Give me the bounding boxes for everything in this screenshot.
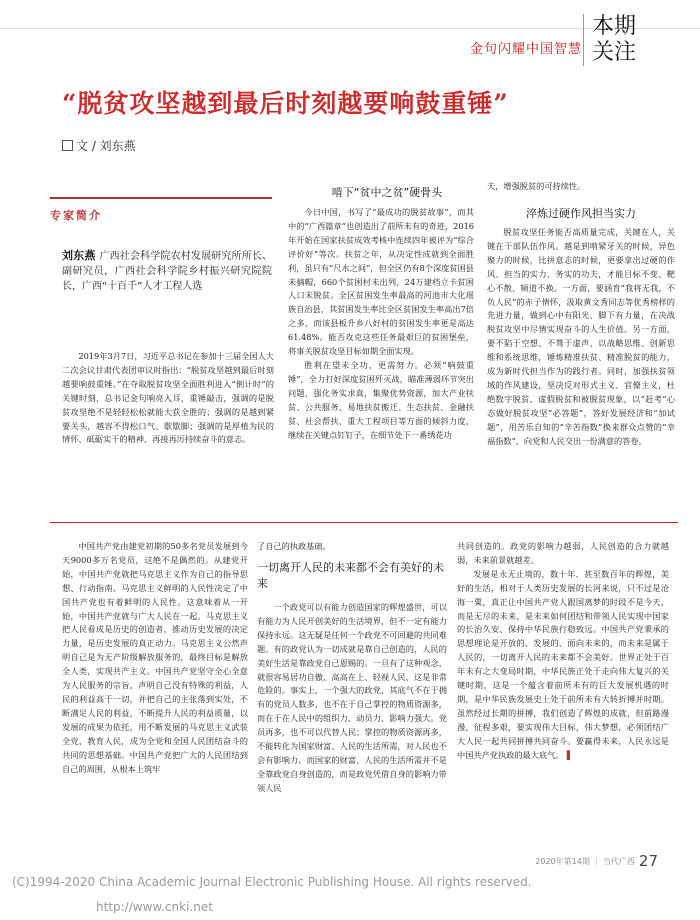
byline — [62, 137, 136, 154]
paragraph: 胜利在望未全功，更需努力。必须“响鼓重锤”，全力打好深度贫困歼灭战，瞄准薄弱环节突出问题，强化务实求真，集聚优势资源，加大产业扶贫、公共服务、易地扶贫搬迁、生态扶贫、金融扶贫、社会帮扶、重大工程项目等方面的倾斜力度，继续在关键点钉钉子，在细节处下一番绣花功 — [288, 359, 474, 440]
paragraph: 了自己的执政基础。 — [257, 541, 331, 551]
body-column-d — [62, 540, 248, 776]
author-bio-text: 广西社会科学院农村发展研究所所长、副研究员，广西社会科学院乡村振兴研究院院长，广西“十百千”人才工程人选 — [62, 251, 273, 292]
subhead-3: 一切离开人民的未来都不会有美好的未来 — [257, 561, 444, 590]
author-name: 刘东燕 — [62, 249, 96, 262]
paragraph — [457, 568, 669, 763]
subhead-1: 啃下“贫中之贫”硬骨头 — [331, 186, 443, 199]
issue-label: 2020年第14期 ｜ 当代广西 — [535, 857, 635, 866]
paragraph: 夫，增强脱贫的可持续性。 — [487, 181, 586, 191]
paragraph-text: 发展是永无止境的，数十年、甚至数百年的辉煌，美好的生活，相对于人类历史发展的长河来说，只不过是沧海一粟，真正让中国共产党人跟国离梦的时段不是今天，而是无尽的未来，是未来如何团结和带领人民实现中国家的长治久安、保持中华民族行稳致远。中国共产党秉承的思想理论是开放的、发展的、面向未来的，而未来是属于人民的，一切离开人民的未来都不会美好。世界正处于百年未有之大变局时期，中华民族正处于走向伟大复兴的关键时期，这是一个蕴含着前所未有的巨大发展机遇的时期，是中华民族发展史上处于前所未有大转折搏并时期。虽然经过长期的拼搏，我们创造了辉煌的成就，但前路漫漫，征程多艰，要实现伟大目标，伟大梦想，必须团结广大人民一起共同拼搏共同奋斗。要赢得未来，人民永远是中国共产党执政的最大底气。 — [457, 568, 669, 760]
author-box-title: 专家简介 — [50, 209, 102, 222]
paragraph: 脱贫攻坚任务能否高质量完成，关键在人，关键在干部队伍作风。越是到啃紧牙关的时候，异色聚力的时候，比拼意志的时候，更要拿出过硬的作风、担当的实力、务实的功夫，才能目标不变、靶心不散、频道不换。一方面，要涵育“我将无我，不负人民”的赤子情怀，汲取黄文秀同志等优秀榜样的先进力量，做到心中有阳光、脚下有力量，在决战脱贫攻坚中尽情实现奋斗的人生价值。另一方面，要不陷于空想、不骛于虚声，以战略思维、创新思维和系统思维，锤炼精准扶贫、精准脱贫的能力，成为新时代担当作为的践行者。同时，加强扶贫领域的作风建设，坚决反对形式主义、官僚主义，杜绝数字脱贫、虚假脱贫和被脱贫现象，以“赶考”心态做好脱贫攻坚“必答题”，答好发展经济和“加试题”，用苦乐自知的“辛苦指数”换来群众点赞的“幸福指数”，向党和人民交出一份满意的答卷。 — [487, 227, 675, 446]
source-url: http://www.cnki.net — [96, 900, 213, 914]
paragraph: 2019年3月7日，习近平总书记在参加十三届全国人大二次会议甘肃代表团审议时指出：“脱贫攻坚越到最后时刻越要响鼓重锤。”在夺取脱贫攻坚全面胜利进入“倒计时”的关键时刻，总书记金句响亮入耳，重锤敲击，强调的是脱贫攻坚绝不是轻轻松松就能大获全胜的；强调的是越到紧要关头，越容不得松口气、歇歇脚；强调的是厚植为民的情怀、砥砺实干的精神、再接再厉持续奋斗的意志。 — [62, 351, 274, 445]
subhead-2: 淬炼过硬作风担当实力 — [526, 207, 636, 220]
paragraph: 共同创造的。政党的影响力越弱，人民创造的合力就越弱，未来前景就越差。 — [457, 541, 669, 565]
column-tagline: 金句闪耀中国智慧 — [469, 42, 582, 57]
body-column-c-top — [487, 180, 675, 194]
folio — [535, 852, 658, 870]
body-column-c — [487, 226, 675, 449]
author-bio — [62, 248, 272, 294]
paragraph: 一个政党可以有能力创造国家的辉煌盛世，可以有能力为人民开创美好的生活境界，但不一定有能力保持永远。这无疑是任何一个政党不可回避的共同难题。有的政党认为一切成就是靠自己创造的，人民的美好生活是靠政党自己恩赐的。一旦有了这种观念，就很容易居功自傲、高高在上、轻视人民，这是非常危险的。事实上，一个强大的政党，其底气不在于拥有的党员人数多，也不在于自己掌控的物质资源多，而在于在人民中的组织力、动员力、影响力强大。党员再多，也不可以代替人民；掌控的物质资源再多，不能转化为国家财富、人民的生活所需，对人民也不会有影响力。而国家的财富、人民的生活所需并不是全靠政党自身创造的，而是政党凭借自身的影响力带领人民 — [257, 602, 447, 793]
body-column-f — [457, 540, 669, 763]
column-mark-line1: 本期 — [592, 14, 637, 39]
copyright-bar — [0, 870, 700, 914]
byline-text: 文 / 刘东燕 — [76, 139, 136, 153]
page-number: 27 — [638, 852, 658, 870]
article-title: “脱贫攻坚越到最后时刻越要响鼓重锤” — [62, 89, 509, 118]
column-mark-line2: 关注 — [592, 40, 637, 65]
section-divider — [50, 522, 678, 523]
end-mark-icon: ▐ — [563, 749, 570, 760]
byline-box-icon — [62, 140, 73, 151]
body-column-a — [62, 350, 274, 447]
body-column-e — [257, 601, 447, 796]
paragraph: 今日中国，书写了“最成功的脱贫故事”，而其中的“广西篇章”也创造出了前所未有的奇迹，2016年开始在国家扶贫成效考核中连续四年被评为“综合评价好”等次。扶贫之年，从决定性成就到全面胜利，虽只有“尺水之间”，但全区仍有8个深度贫困县未摘帽，660个贫困村未出列，24万建档立卡贫困人口未脱贫。全区贫困发生率最高的河池市大化瑶族自治县，其贫困发生率比全区贫困发生率高出7倍之多，而该县板升乡八好村的贫困发生率更是高达61.48%。能否攻克这些任务最艰巨的贫困堡垒，将事关脱贫攻坚目标如期全面实现。 — [288, 207, 474, 357]
copyright-text: (C)1994-2020 China Academic Journal Electronic Publishing House. All rights reserved. — [12, 875, 532, 889]
paragraph: 中国共产党由建党初期的50多名党员发展到今天9000多万名党员，这绝不是偶然的。从建党开始，中国共产党就把马克思主义作为自己的指导思想、行动指南。马克思主义鲜明的人民性决定了中国共产党也有着鲜明的人民性。这意味着从一开始，中国共产党就与广大人民在一起。马克思主义把人民看成是历史的创造者，推动历史发展的决定力量，是历史发展的真正动力。马克思主义公然声明自己是为无产阶级解放服务的，最终目标是解放全人类，实现共产主义。中国共产党坚守全心全意为人民服务的宗旨，声明自己没有特殊的利益，人民的利益高于一切，并把自己的主张落到实处，不断满足人民的利益，不断提升人民的利益质量，以发展的成果为依托，用不断发展的马克思主义武装全党，教育人民，成为全党和全国人民团结奋斗的共同的思想基础。中国共产党把广大的人民团结到自己的周围，从根本上筑牢 — [62, 541, 248, 774]
body-column-b — [288, 206, 474, 442]
column-mark — [583, 14, 682, 66]
body-column-e-top — [257, 540, 447, 554]
